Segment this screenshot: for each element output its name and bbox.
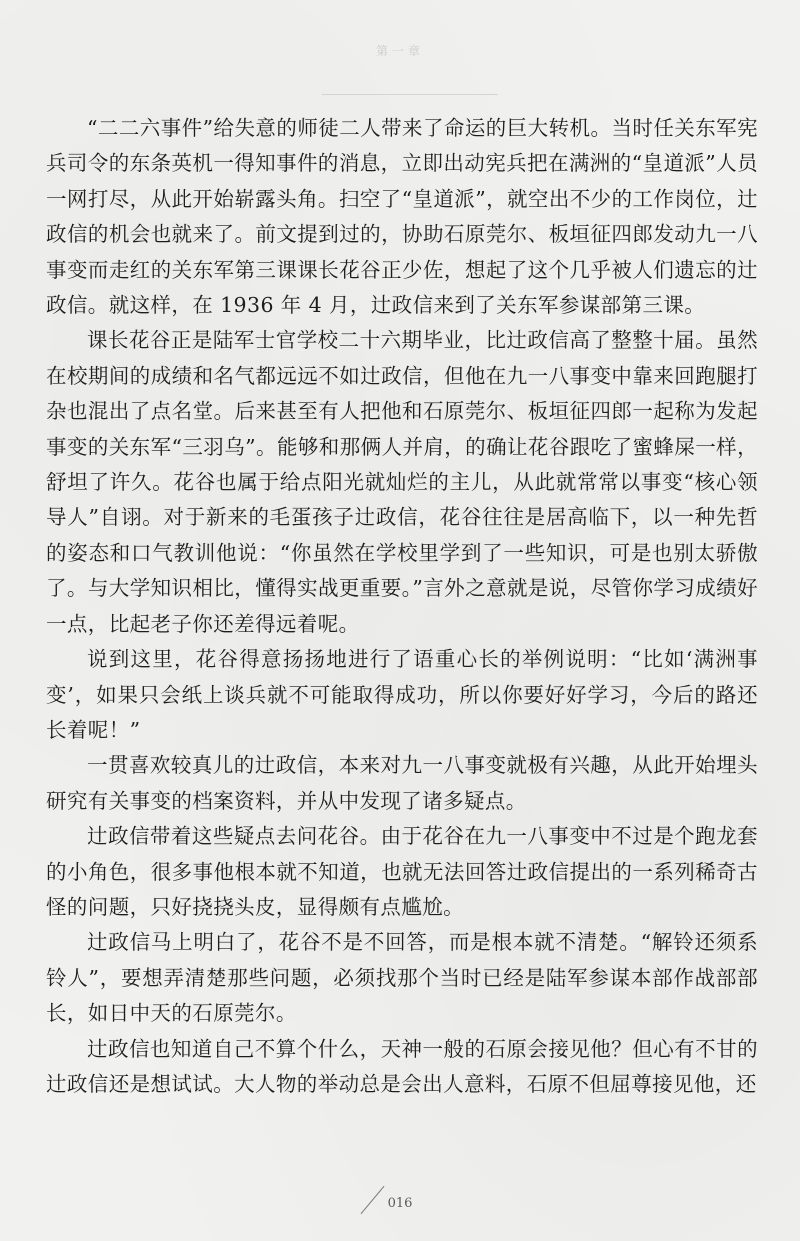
header-rule (322, 94, 498, 95)
page-number: 016 (387, 1196, 413, 1211)
paragraph-1: “二二六事件”给失意的师徒二人带来了命运的巨大转机。当时任关东军宪兵司令的东条英机一得知事件的消息，立即出动宪兵把在满洲的“皇道派”人员一网打尽，从此开始崭露头角。扫空了“皇道派”，就空出不少的工作岗位，辻政信的机会也就来了。前文提到过的，协助石原莞尔、板垣征四郎发动九一八事变而走红的关东军第三课课长花谷正少佐，想起了这个几乎被人们遗忘的辻政信。就这样，在 1936 年 4 月，辻政信来到了关东军参谋部第三课。 (46, 116, 758, 318)
paragraph-6: 辻政信马上明白了，花谷不是不回答，而是根本就不清楚。“解铃还须系铃人”，要想弄清楚那些问题，必须找那个当时已经是陆军参谋本部作战部部长，如日中天的石原莞尔。 (46, 930, 758, 1026)
running-head: 第一章 (375, 44, 424, 58)
body-text (46, 111, 758, 1102)
paragraph-2: 课长花谷正是陆军士官学校二十六期毕业，比辻政信高了整整十届。虽然在校期间的成绩和名气都远远不如辻政信，但他在九一八事变中靠来回跑腿打杂也混出了点名堂。后来甚至有人把他和石原莞尔、板垣征四郎一起称为发起事变的关东军“三羽乌”。能够和那俩人并肩，的确让花谷跟吃了蜜蜂屎一样，舒坦了许久。花谷也属于给点阳光就灿烂的主儿，从此就常常以事变“核心领导人”自诩。对于新来的毛蛋孩子辻政信，花谷往往是居高临下，以一种先哲的姿态和口气教训他说：“你虽然在学校里学到了一些知识，可是也别太骄傲了。与大学知识相比，懂得实战更重要。”言外之意就是说，尽管你学习成绩好一点，比起老子你还差得远着呢。 (46, 328, 758, 636)
paragraph-3: 说到这里，花谷得意扬扬地进行了语重心长的举例说明：“比如‘满洲事变’，如果只会纸上谈兵就不可能取得成功，所以你要好好学习，今后的路还长着呢！” (46, 647, 758, 742)
paragraph-4: 一贯喜欢较真儿的辻政信，本来对九一八事变就极有兴趣，从此开始埋头研究有关事变的档案资料，并从中发现了诸多疑点。 (46, 753, 758, 813)
paragraph-5: 辻政信带着这些疑点去问花谷。由于花谷在九一八事变中不过是个跑龙套的小角色，很多事他根本就不知道，也就无法回答辻政信提出的一系列稀奇古怪的问题，只好挠挠头皮，显得颇有点尴尬。 (46, 824, 758, 919)
paragraph-7: 辻政信也知道自己不算个什么，天神一般的石原会接见他？但心有不甘的辻政信还是想试试。大人物的举动总是会出人意料，石原不但屈尊接见他，还 (46, 1036, 758, 1096)
